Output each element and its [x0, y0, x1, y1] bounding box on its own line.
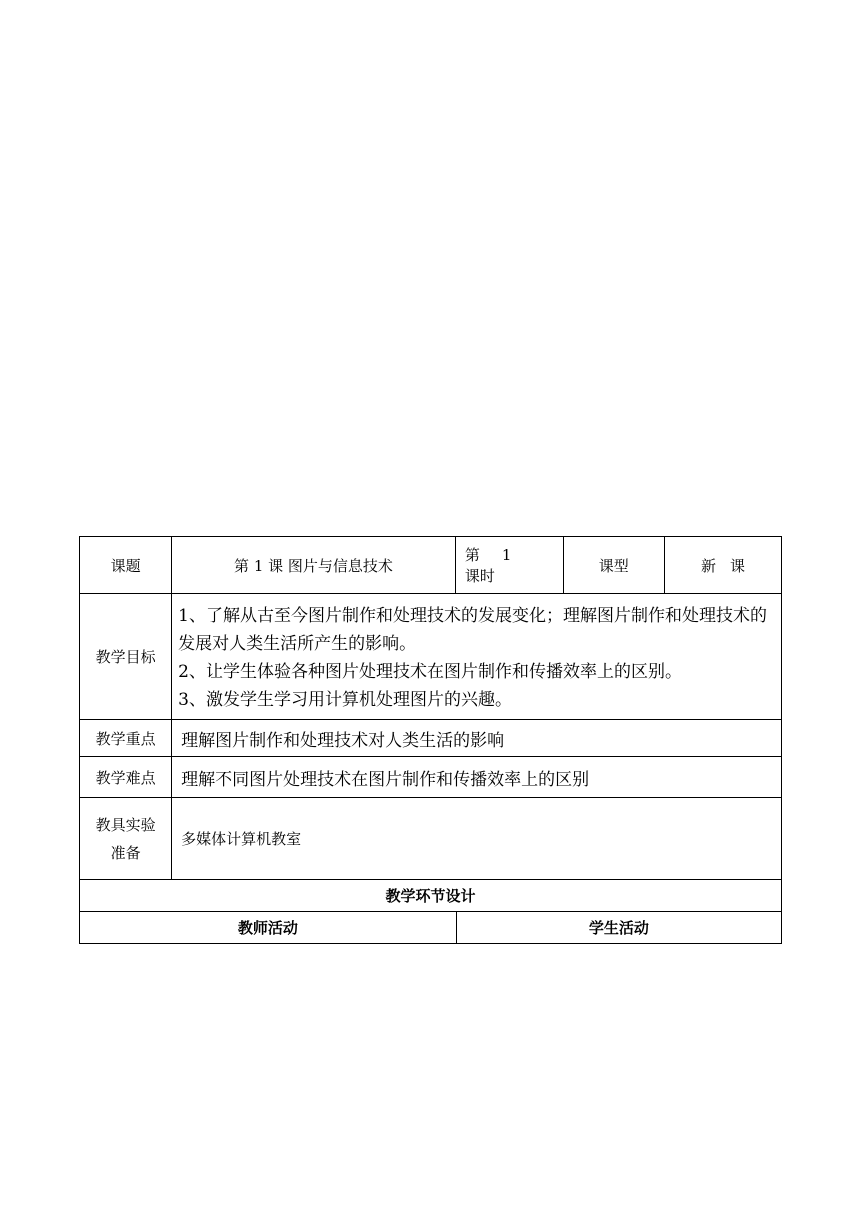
lesson-plan-table [79, 536, 782, 944]
period-suffix: 课时 [464, 567, 495, 585]
row-objectives [80, 594, 782, 720]
equipment-value: 多媒体计算机教室 [172, 798, 782, 880]
type-value-1: 新 [700, 556, 716, 575]
objective-item: 3、激发学生学习用计算机处理图片的兴趣。 [178, 689, 512, 710]
equipment-label-line2: 准备 [110, 843, 141, 862]
type-value [664, 537, 781, 594]
key-point-value: 理解图片制作和处理技术对人类生活的影响 [172, 720, 782, 757]
objectives-content [172, 594, 782, 720]
row-activities [80, 912, 782, 944]
objective-item: 2、让学生体验各种图片处理技术在图片制作和传播效率上的区别。 [178, 661, 682, 682]
objective-item: 1、了解从古至今图片制作和处理技术的发展变化；理解图片制作和处理技术的发展对人类生活所产生的影响。 [178, 605, 767, 654]
type-label: 课型 [563, 537, 664, 594]
objectives-label: 教学目标 [80, 594, 172, 720]
type-value-2: 课 [729, 556, 745, 575]
key-point-label: 教学重点 [80, 720, 172, 757]
period-cell [455, 537, 563, 594]
row-topic [80, 537, 782, 594]
design-header: 教学环节设计 [80, 880, 782, 912]
student-activity-header: 学生活动 [456, 912, 781, 944]
row-key-point [80, 720, 782, 757]
topic-label: 课题 [80, 537, 172, 594]
difficulty-value: 理解不同图片处理技术在图片制作和传播效率上的区别 [172, 757, 782, 798]
teacher-activity-header: 教师活动 [80, 912, 457, 944]
equipment-label [80, 798, 172, 880]
period-prefix: 第 [464, 546, 480, 564]
difficulty-label: 教学难点 [80, 757, 172, 798]
period-number: 1 [501, 546, 512, 564]
topic-value: 第 1 课 图片与信息技术 [172, 537, 456, 594]
row-difficulty [80, 757, 782, 798]
row-equipment [80, 798, 782, 880]
equipment-label-line1: 教具实验 [95, 815, 156, 834]
row-design-header [80, 880, 782, 912]
